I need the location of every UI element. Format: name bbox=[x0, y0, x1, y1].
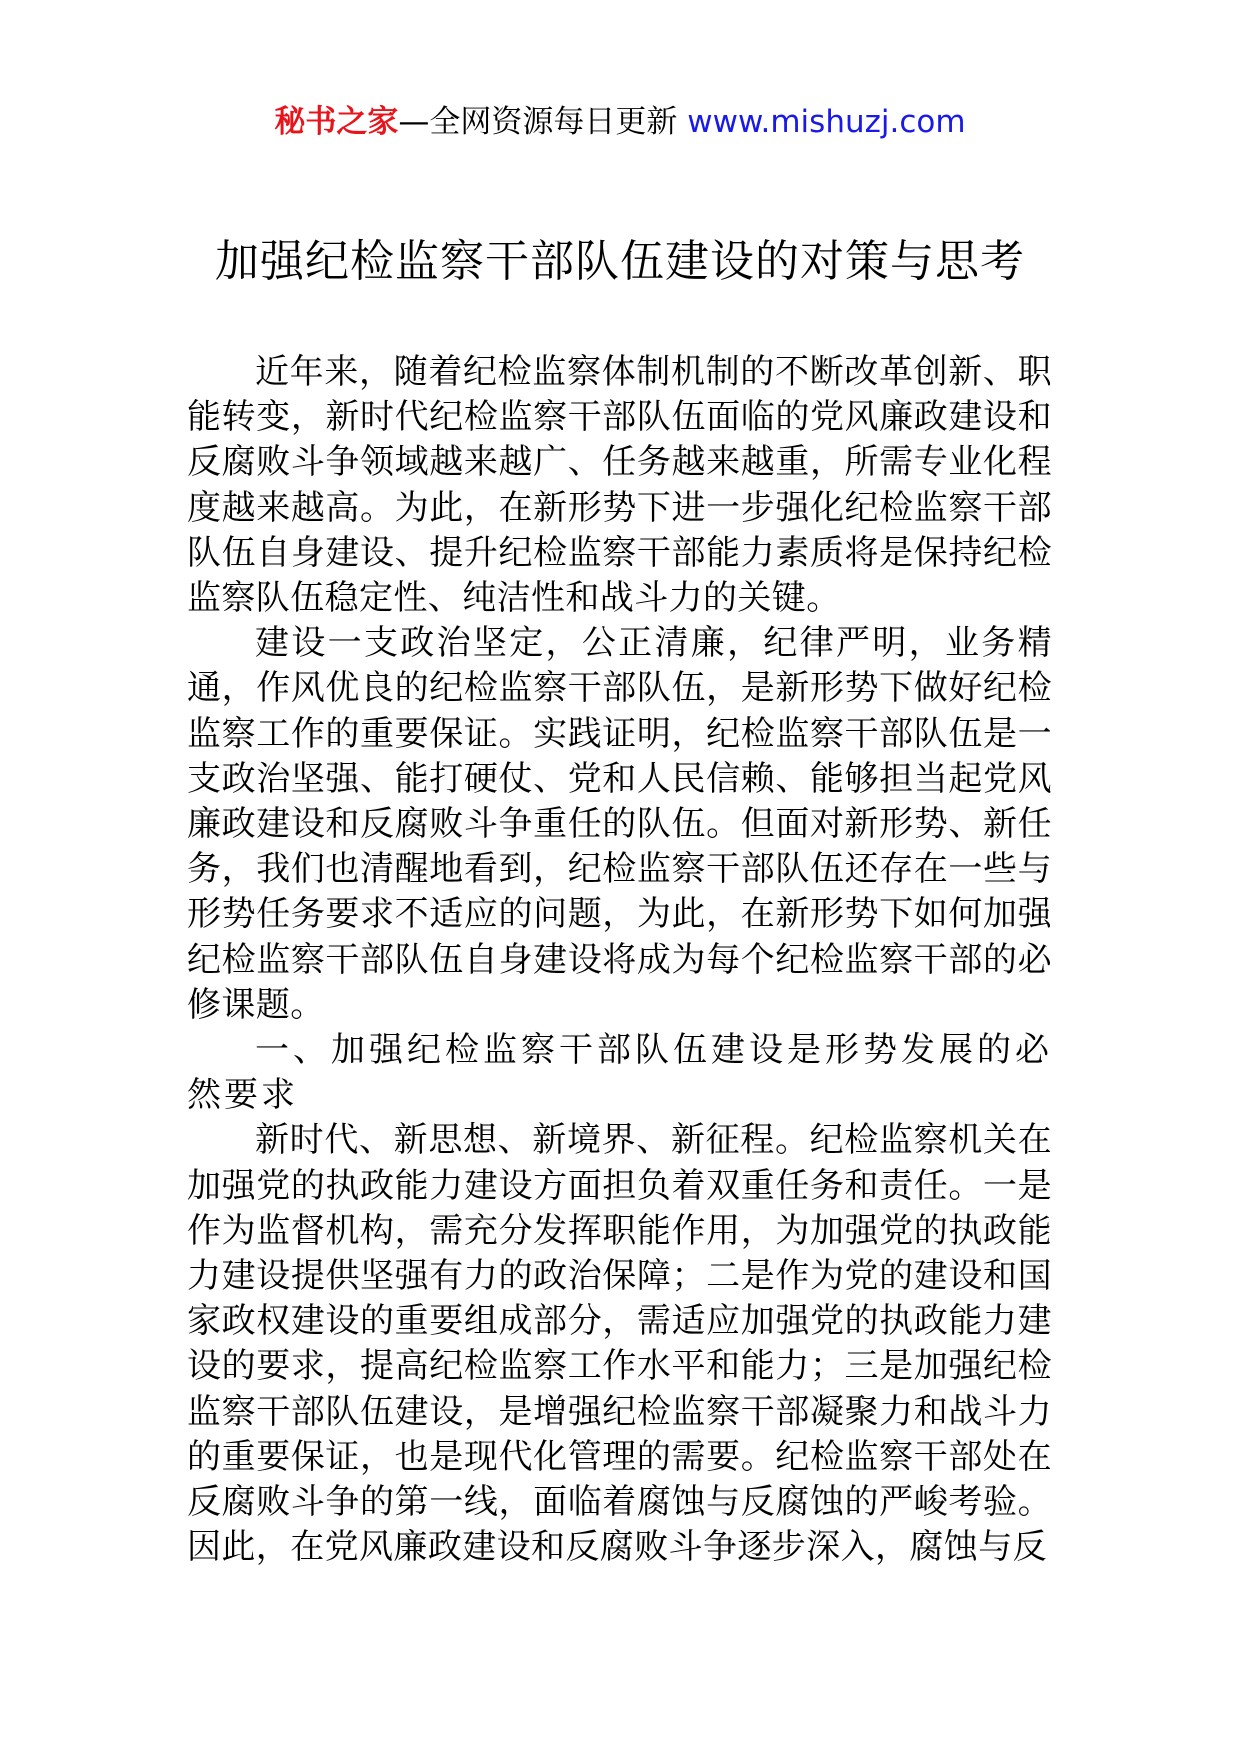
brand-name: 秘书之家 bbox=[274, 104, 399, 140]
body-paragraph: 建设一支政治坚定，公正清廉，纪律严明，业务精通，作风优良的纪检监察干部队伍，是新形势下做好纪检监察工作的重要保证。实践证明，纪检监察干部队伍是一支政治坚强、能打硬仗、党和人民信赖、能够担当起党风廉政建设和反腐败斗争重任的队伍。但面对新形势、新任务，我们也清醒地看到，纪检监察干部队伍还存在一些与形势任务要求不适应的问题，为此，在新形势下如何加强纪检监察干部队伍自身建设将成为每个纪检监察干部的必修课题。 bbox=[187, 623, 1052, 1025]
site-header bbox=[0, 100, 1240, 144]
header-slogan: —全网资源每日更新 bbox=[398, 104, 678, 140]
site-url-link[interactable]: www.mishuzj.com bbox=[687, 104, 966, 140]
document-title: 加强纪检监察干部队伍建设的对策与思考 bbox=[215, 236, 1025, 287]
section-paragraph: 新时代、新思想、新境界、新征程。纪检监察机关在加强党的执政能力建设方面担负着双重任务和责任。一是作为监督机构，需充分发挥职能作用，为加强党的执政能力建设提供坚强有力的政治保障；二是作为党的建设和国家政权建设的重要组成部分，需适应加强党的执政能力建设的要求，提高纪检监察工作水平和能力；三是加强纪检监察干部队伍建设，是增强纪检监察干部凝聚力和战斗力的重要保证，也是现代化管理的需要。纪检监察干部处在反腐败斗争的第一线，面临着腐蚀与反腐蚀的严峻考验。因此，在党风廉政建设和反腐败斗争逐步深入，腐蚀与反 bbox=[187, 1120, 1052, 1568]
body-paragraph: 近年来，随着纪检监察体制机制的不断改革创新、职能转变，新时代纪检监察干部队伍面临的党风廉政建设和反腐败斗争领域越来越广、任务越来越重，所需专业化程度越来越高。为此，在新形势下进一步强化纪检监察干部队伍自身建设、提升纪检监察干部能力素质将是保持纪检监察队伍稳定性、纯洁性和战斗力的关键。 bbox=[187, 352, 1052, 619]
section-heading: 一、加强纪检监察干部队伍建设是形势发展的必然要求 bbox=[187, 1030, 1052, 1116]
document-body bbox=[187, 350, 1052, 1570]
